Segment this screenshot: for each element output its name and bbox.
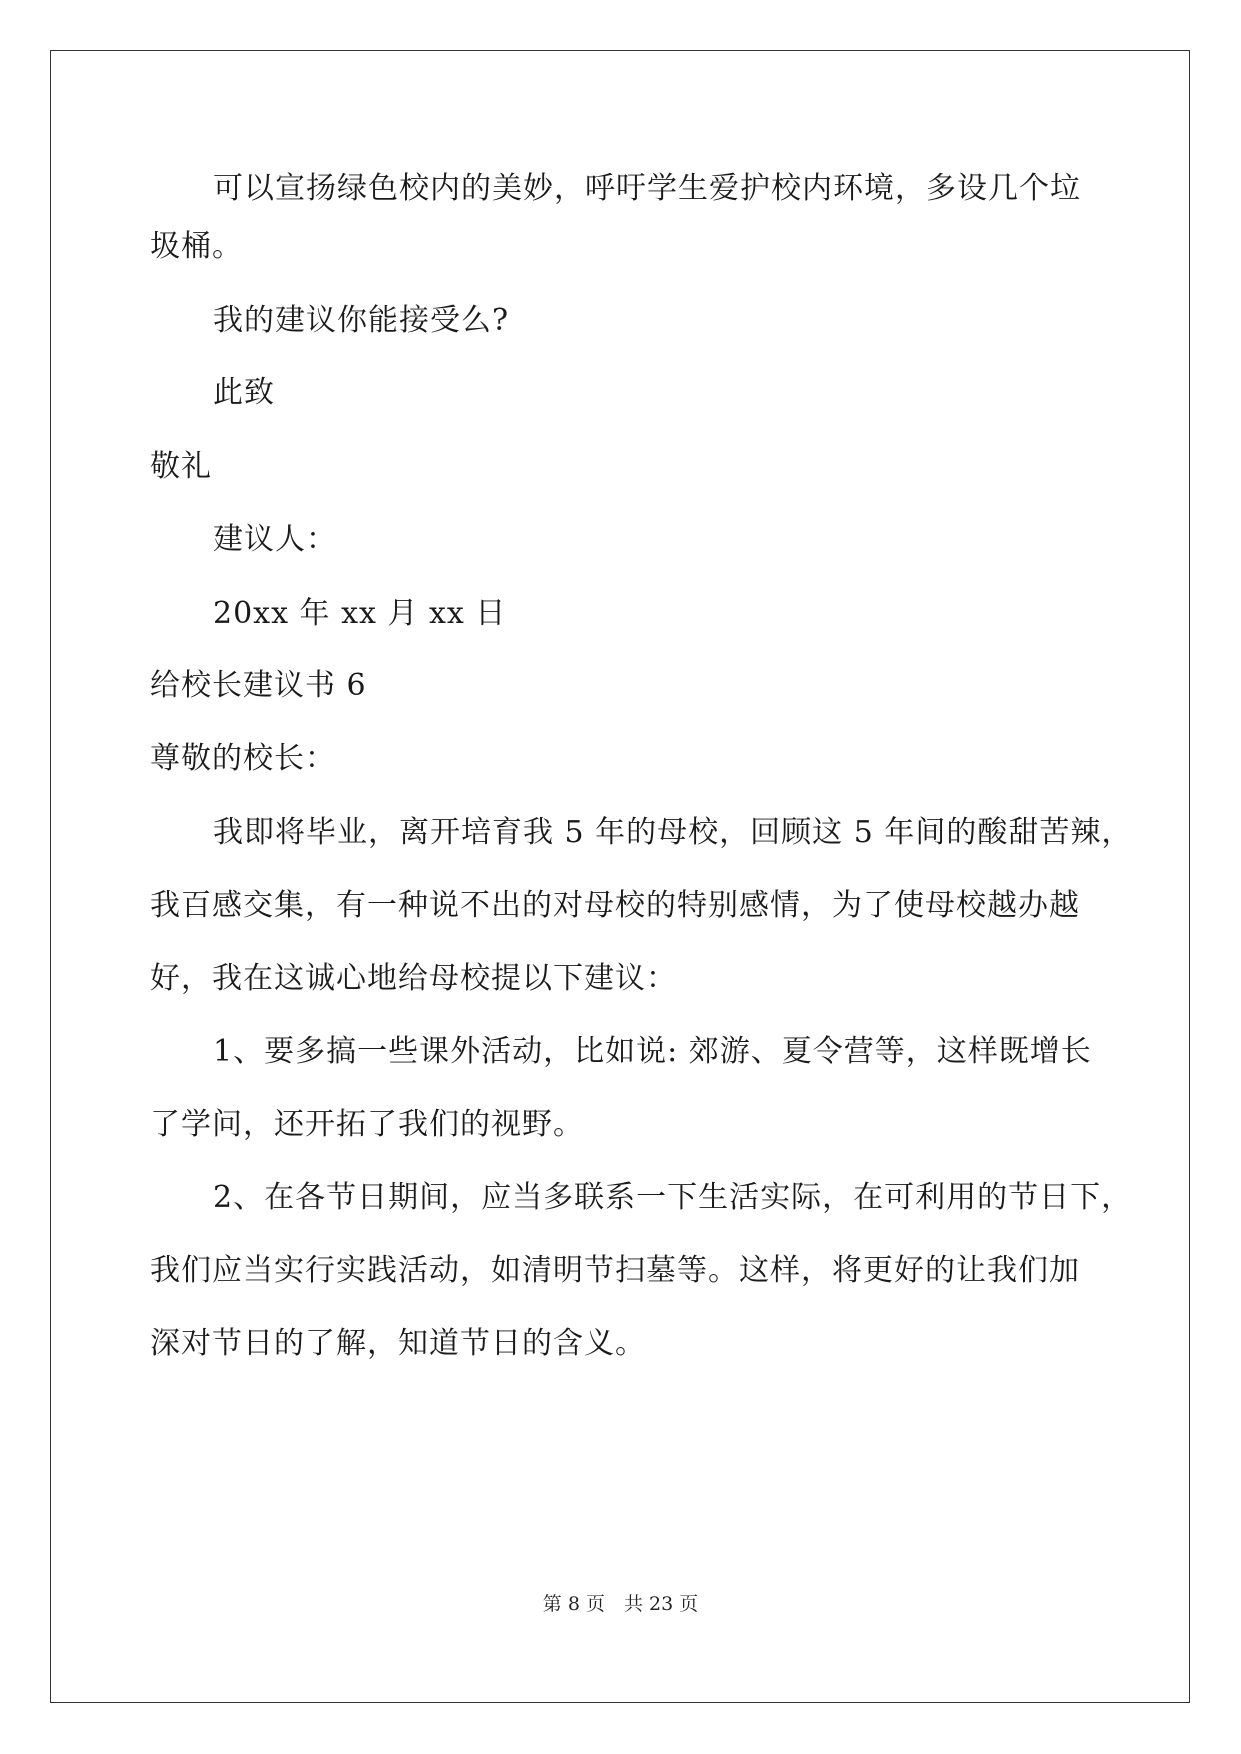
page-border [50, 50, 1190, 1703]
list-item-line: 2、在各节日期间，应当多联系一下生活实际，在可利用的节日下， [213, 1180, 1133, 1215]
paragraph-line: 圾桶。 [150, 229, 243, 264]
paragraph-line: 好，我在这诚心地给母校提以下建议： [150, 961, 677, 996]
list-item-line: 1、要多搞一些课外活动，比如说: 郊游、夏令营等，这样既增长 [213, 1034, 1092, 1069]
page-number-footer [0, 1592, 1241, 1616]
page-number-label: 第 8 页 共 23 页 [542, 1593, 699, 1615]
paragraph-line: 我百感交集，有一种说不出的对母校的特别感情，为了使母校越办越 [150, 888, 1080, 923]
list-item-line: 了学问，还开拓了我们的视野。 [150, 1107, 584, 1142]
salutation: 尊敬的校长： [150, 741, 336, 776]
signature-label: 建议人： [213, 522, 337, 557]
list-item-line: 我们应当实行实践活动，如清明节扫墓等。这样，将更好的让我们加 [150, 1253, 1080, 1288]
paragraph-line: 我的建议你能接受么? [213, 303, 510, 338]
closing-line: 此致 [213, 375, 275, 410]
section-title: 给校长建议书 6 [150, 668, 367, 703]
paragraph-line: 可以宣扬绿色校内的美妙，呼吁学生爱护校内环境，多设几个垃 [213, 171, 1081, 206]
list-item-line: 深对节日的了解，知道节日的含义。 [150, 1326, 646, 1361]
date-line: 20xx 年 xx 月 xx 日 [213, 596, 507, 631]
closing-salute: 敬礼 [150, 449, 212, 484]
paragraph-line: 我即将毕业，离开培育我 5 年的母校，回顾这 5 年间的酸甜苦辣， [213, 815, 1133, 850]
